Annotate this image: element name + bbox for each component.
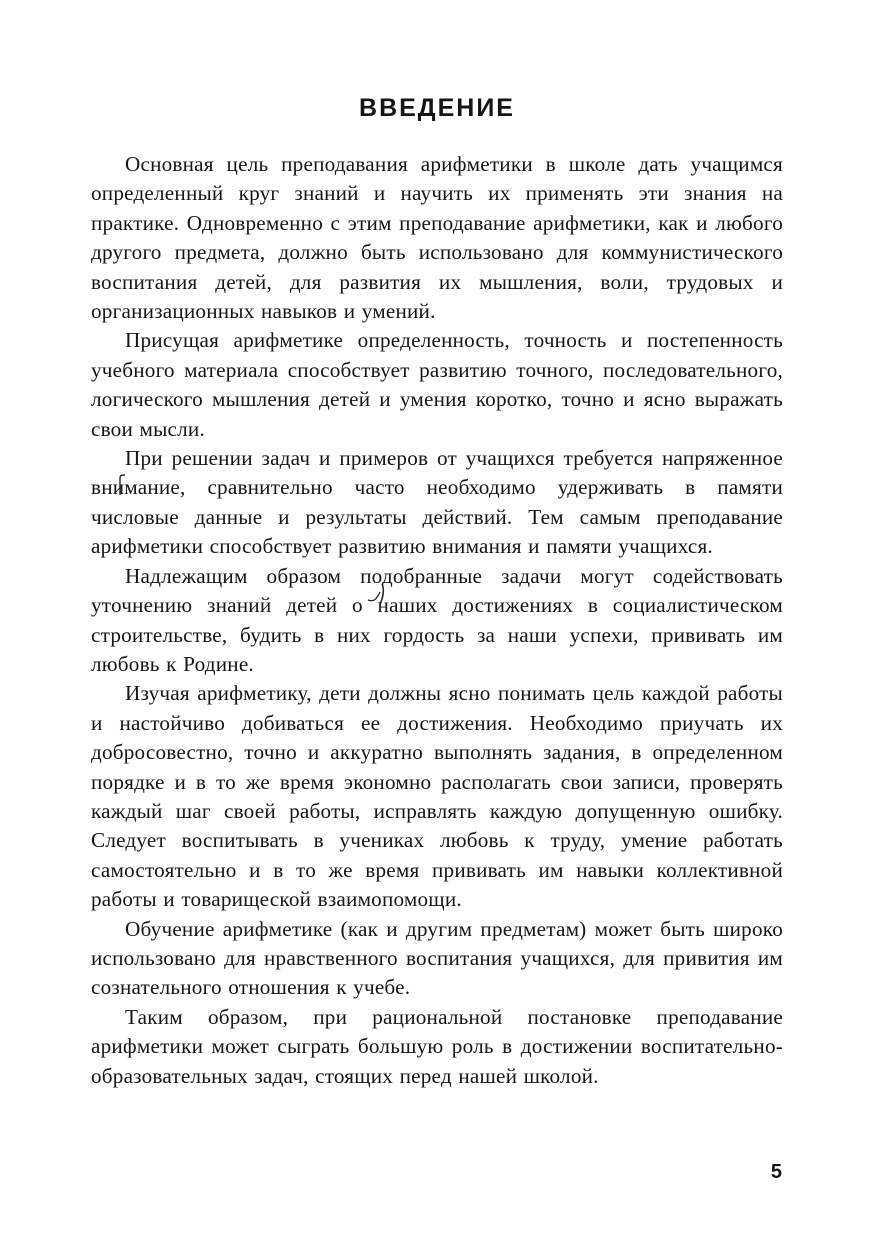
page-title: ВВЕДЕНИЕ bbox=[359, 94, 515, 122]
handwritten-bracket-close-mark bbox=[366, 578, 388, 606]
body-text bbox=[91, 150, 783, 1091]
paragraph-3: При решении задач и примеров от учащихся требуется напряженное внимание, сравнительно часто необходимо удерживать в памяти числовые данные и результаты действий. Тем самым преподавание арифметики способствует развитию внимания и памяти учащихся. bbox=[91, 446, 783, 559]
paragraph-7: Таким образом, при рациональной постановке преподавание арифметики может сыграть большую роль в достижении воспитательно-образовательных задач, стоящих перед нашей школой. bbox=[91, 1004, 783, 1088]
page-number: 5 bbox=[770, 1161, 782, 1183]
paragraph-6: Обучение арифметике (как и другим предметам) может быть широко использовано для нравственного воспитания учащихся, для привития им сознательного отношения к учебе. bbox=[91, 916, 783, 1000]
paragraph-1: Основная цель преподавания арифметики в школе дать учащимся определенный круг знаний и научить их применять эти знания на практике. Одновременно с этим преподавание арифметики, как и любого другого предмета, должно быть использовано для коммунистического воспитания детей, для развития их мышления, воли, трудовых и организационных навыков и умений. bbox=[91, 152, 783, 324]
paragraph-4: Надлежащим образом подобранные задачи могут содействовать уточнению знаний детей о наших достижениях в социалистическом строительстве, будить в них гордость за наши успехи, прививать им любовь к Родине. bbox=[91, 563, 783, 676]
paragraph-2: Присущая арифметике определенность, точность и постепенность учебного материала способствует развитию точного, последовательного, логического мышления детей и умения коротко, точно и ясно выражать свои мысли. bbox=[91, 328, 783, 441]
paragraph-5: Изучая арифметику, дети должны ясно понимать цель каждой работы и настойчиво добиваться ее достижения. Необходимо приучать их добросовестно, точно и аккуратно выполнять задания, в определенном порядке и в то же время экономно располагать свои записи, проверять каждый шаг своей работы, исправлять каждую допущенную ошибку. Следует воспитывать в учениках любовь к труду, умение работать самостоятельно и в то же время прививать им навыки коллективной работы и товарищеской взаимопомощи. bbox=[91, 681, 783, 912]
